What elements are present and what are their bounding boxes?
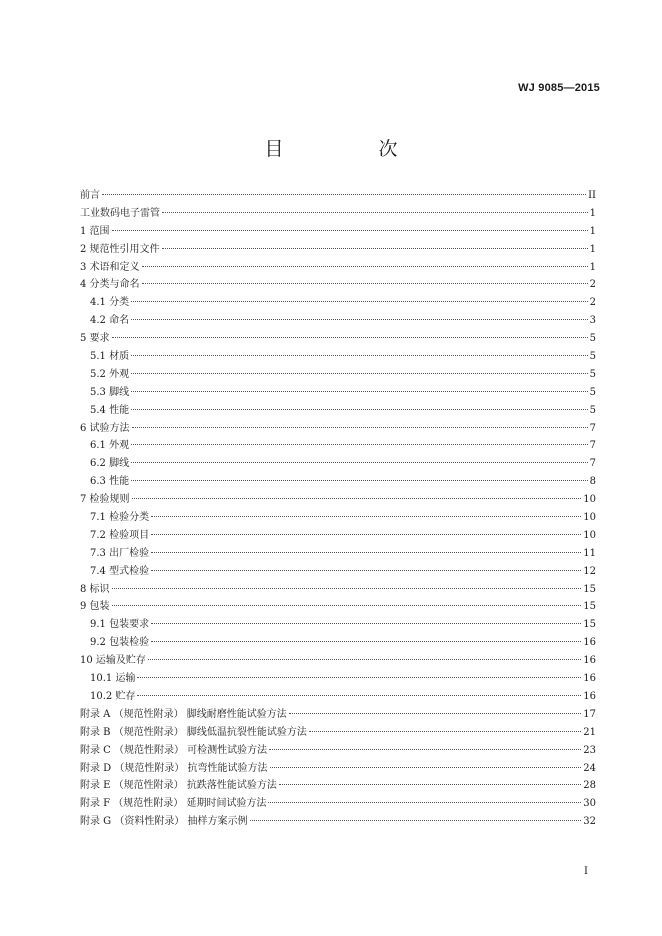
toc-entry-page: 30 [583, 798, 596, 810]
toc-entry[interactable] [80, 241, 596, 259]
toc-entry[interactable] [80, 402, 596, 420]
toc-entry-label: 7.2 检验项目 [90, 529, 150, 541]
toc-entry[interactable] [80, 760, 596, 778]
toc-entry-label: 附录 B （规范性附录） 脚线低温抗裂性能试验方法 [80, 726, 307, 738]
toc-entry-label: 5.2 外观 [90, 368, 130, 380]
dot-leader [142, 283, 588, 284]
toc-entry-page: 16 [583, 690, 596, 702]
toc-entry-label: 10 运输及贮存 [80, 655, 146, 667]
dot-leader [151, 552, 581, 553]
dot-leader [131, 462, 588, 463]
toc-entry-label: 10.1 运输 [90, 673, 136, 685]
toc-entry-label: 附录 F （规范性附录） 延期时间试验方法 [80, 798, 267, 810]
dot-leader [268, 802, 581, 803]
dot-leader [112, 605, 582, 606]
toc-entry-page: 7 [589, 458, 596, 470]
toc-entry-label: 4.1 分类 [90, 297, 130, 309]
toc-entry[interactable] [80, 598, 596, 616]
dot-leader [250, 820, 582, 821]
toc-entry[interactable] [80, 420, 596, 438]
toc-entry-label: 前言 [80, 190, 100, 201]
page-number: I [584, 866, 588, 877]
dot-leader [112, 588, 582, 589]
toc-entry-page: 1 [589, 207, 596, 219]
toc-entry[interactable] [80, 742, 596, 760]
toc-entry-page: 23 [583, 744, 596, 756]
toc-entry[interactable] [80, 795, 596, 813]
table-of-contents [80, 187, 596, 831]
toc-entry-label: 附录 G （资料性附录） 抽样方案示例 [80, 816, 248, 828]
dot-leader [151, 641, 581, 642]
toc-entry-label: 附录 E （规范性附录） 抗跌落性能试验方法 [80, 780, 277, 792]
toc-entry-page: II [588, 190, 596, 201]
toc-entry-page: 1 [589, 261, 596, 273]
toc-entry-label: 附录 D （规范性附录） 抗弯性能试验方法 [80, 762, 268, 774]
toc-entry-page: 21 [583, 726, 596, 738]
dot-leader [151, 570, 581, 571]
toc-entry-page: 15 [583, 619, 596, 631]
toc-entry-page: 11 [583, 547, 596, 559]
toc-entry-page: 15 [583, 583, 596, 595]
toc-entry-page: 7 [589, 440, 596, 452]
dot-leader [131, 355, 588, 356]
toc-entry[interactable] [80, 813, 596, 831]
toc-entry-label: 工业数码电子雷管 [80, 207, 160, 219]
toc-entry[interactable] [80, 509, 596, 527]
toc-entry-page: 12 [583, 565, 596, 577]
toc-entry[interactable] [80, 527, 596, 545]
toc-entry[interactable] [80, 455, 596, 473]
toc-entry-label: 9.2 包装检验 [90, 637, 150, 649]
dot-leader [309, 731, 581, 732]
toc-entry-label: 6 试验方法 [80, 422, 130, 434]
dot-leader [131, 319, 588, 320]
toc-entry[interactable] [80, 437, 596, 455]
page-title: 目 次 [264, 138, 436, 160]
toc-entry[interactable] [80, 294, 596, 312]
toc-entry-page: 17 [583, 708, 596, 720]
toc-entry-page: 16 [583, 637, 596, 649]
toc-entry-page: 8 [589, 476, 596, 488]
toc-entry-label: 10.2 贮存 [90, 690, 136, 702]
toc-entry-label: 5 要求 [80, 333, 110, 345]
dot-leader [142, 266, 588, 267]
toc-entry-page: 1 [589, 225, 596, 237]
dot-leader [137, 695, 581, 696]
dot-leader [131, 409, 588, 410]
dot-leader [112, 230, 588, 231]
toc-entry-label: 附录 A （规范性附录） 脚线耐磨性能试验方法 [80, 708, 287, 720]
toc-entry[interactable] [80, 348, 596, 366]
toc-entry-label: 7.1 检验分类 [90, 512, 150, 524]
toc-entry-label: 附录 C （规范性附录） 可检测性试验方法 [80, 744, 268, 756]
toc-entry-label: 5.4 性能 [90, 404, 130, 416]
toc-entry-page: 24 [583, 762, 596, 774]
dot-leader [162, 248, 588, 249]
toc-entry-page: 5 [589, 351, 596, 363]
toc-entry[interactable] [80, 670, 596, 688]
toc-entry-page: 1 [589, 243, 596, 255]
toc-entry[interactable] [80, 366, 596, 384]
toc-entry[interactable] [80, 187, 596, 205]
toc-entry[interactable] [80, 634, 596, 652]
toc-entry-page: 15 [583, 601, 596, 613]
toc-entry[interactable] [80, 545, 596, 563]
toc-entry-page: 5 [589, 368, 596, 380]
toc-entry-label: 6.3 性能 [90, 476, 130, 488]
dot-leader [289, 713, 582, 714]
toc-entry-page: 5 [589, 386, 596, 398]
dot-leader [151, 516, 581, 517]
toc-entry-page: 28 [583, 780, 596, 792]
toc-entry[interactable] [80, 652, 596, 670]
dot-leader [148, 659, 581, 660]
dot-leader [131, 301, 588, 302]
toc-entry-label: 8 标识 [80, 583, 110, 595]
toc-entry[interactable] [80, 777, 596, 795]
toc-entry[interactable] [80, 706, 596, 724]
dot-leader [151, 623, 581, 624]
standard-code: WJ 9085—2015 [518, 82, 600, 94]
toc-entry-label: 7.3 出厂检验 [90, 547, 150, 559]
dot-leader [131, 391, 588, 392]
toc-entry-page: 16 [583, 655, 596, 667]
toc-entry-page: 5 [589, 333, 596, 345]
toc-entry-label: 9 包装 [80, 601, 110, 613]
dot-leader [102, 194, 586, 195]
dot-leader [151, 534, 581, 535]
toc-entry-label: 4.2 命名 [90, 315, 130, 327]
toc-entry-page: 2 [589, 297, 596, 309]
toc-entry[interactable] [80, 491, 596, 509]
dot-leader [131, 444, 588, 445]
dot-leader [112, 337, 588, 338]
dot-leader [132, 427, 588, 428]
toc-entry[interactable] [80, 616, 596, 634]
dot-leader [269, 749, 581, 750]
toc-entry-label: 4 分类与命名 [80, 279, 140, 291]
toc-entry[interactable] [80, 724, 596, 742]
toc-entry-page: 10 [583, 494, 596, 506]
toc-entry-label: 5.3 脚线 [90, 386, 130, 398]
toc-entry-label: 2 规范性引用文件 [80, 243, 160, 255]
dot-leader [162, 212, 588, 213]
toc-entry-page: 16 [583, 673, 596, 685]
toc-entry[interactable] [80, 312, 596, 330]
toc-entry[interactable] [80, 276, 596, 294]
dot-leader [131, 480, 588, 481]
toc-entry-label: 3 术语和定义 [80, 261, 140, 273]
toc-entry-label: 1 范围 [80, 225, 110, 237]
toc-entry-label: 7 检验规则 [80, 494, 130, 506]
toc-entry-page: 5 [589, 404, 596, 416]
dot-leader [270, 767, 582, 768]
toc-entry-label: 5.1 材质 [90, 351, 130, 363]
toc-entry[interactable] [80, 688, 596, 706]
toc-entry[interactable] [80, 330, 596, 348]
toc-entry-page: 3 [589, 315, 596, 327]
toc-entry[interactable] [80, 473, 596, 491]
dot-leader [137, 677, 581, 678]
toc-entry[interactable] [80, 205, 596, 223]
toc-entry[interactable] [80, 563, 596, 581]
dot-leader [131, 373, 588, 374]
toc-entry-page: 2 [589, 279, 596, 291]
toc-entry-label: 9.1 包装要求 [90, 619, 150, 631]
toc-entry-label: 7.4 型式检验 [90, 565, 150, 577]
toc-entry[interactable] [80, 384, 596, 402]
toc-entry[interactable] [80, 259, 596, 277]
toc-entry[interactable] [80, 581, 596, 599]
toc-entry-page: 32 [583, 816, 596, 828]
dot-leader [279, 784, 581, 785]
dot-leader [132, 498, 582, 499]
toc-entry[interactable] [80, 223, 596, 241]
toc-entry-page: 10 [583, 512, 596, 524]
toc-entry-label: 6.1 外观 [90, 440, 130, 452]
toc-entry-page: 10 [583, 529, 596, 541]
toc-entry-label: 6.2 脚线 [90, 458, 130, 470]
toc-entry-page: 7 [589, 422, 596, 434]
